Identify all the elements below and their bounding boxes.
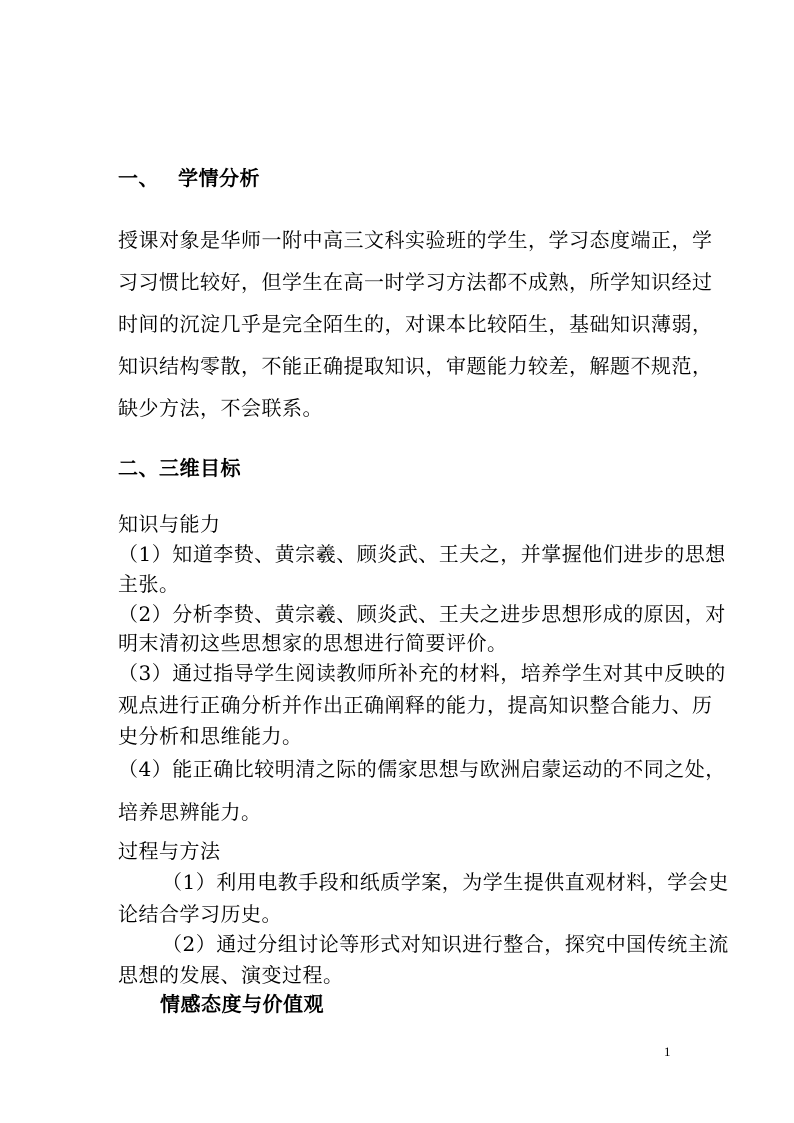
knowledge-line: 培养思辨能力。 <box>118 800 262 824</box>
process-line: 论结合学习历史。 <box>118 902 282 926</box>
knowledge-line: （2）分析李贽、黄宗羲、顾炎武、王夫之进步思想形成的原因，对 <box>118 602 726 626</box>
knowledge-line: 明末清初这些思想家的思想进行简要评价。 <box>118 631 508 655</box>
knowledge-line: （4）能正确比较明清之际的儒家思想与欧洲启蒙运动的不同之处， <box>118 757 726 781</box>
paragraph-line: 授课对象是华师一附中高三文科实验班的学生，学习态度端正，学 <box>118 228 713 252</box>
process-line: （1）利用电教手段和纸质学案，为学生提供直观材料，学会史 <box>162 870 729 894</box>
emotion-subheading: 情感态度与价值观 <box>160 992 324 1016</box>
knowledge-line: 史分析和思维能力。 <box>118 724 303 748</box>
section-1-number: 一、 <box>118 166 159 190</box>
paragraph-line: 缺少方法，不会联系。 <box>118 396 323 420</box>
process-subheading: 过程与方法 <box>118 839 221 863</box>
knowledge-line: 观点进行正确分析并作出正确阐释的能力，提高知识整合能力、历 <box>118 693 713 717</box>
knowledge-line: （3）通过指导学生阅读教师所补充的材料，培养学生对其中反映的 <box>118 661 726 685</box>
knowledge-line: （1）知道李贽、黄宗羲、顾炎武、王夫之，并掌握他们进步的思想 <box>118 542 726 566</box>
section-2-heading: 二、三维目标 <box>118 456 241 480</box>
process-line: 思想的发展、演变过程。 <box>118 963 344 987</box>
paragraph-line: 习习惯比较好，但学生在高一时学习方法都不成熟，所学知识经过 <box>118 270 713 294</box>
knowledge-line: 主张。 <box>118 572 180 596</box>
paragraph-line: 时间的沉淀几乎是完全陌生的，对课本比较陌生，基础知识薄弱， <box>118 312 713 336</box>
process-line: （2）通过分组讨论等形式对知识进行整合，探究中国传统主流 <box>162 932 729 956</box>
paragraph-line: 知识结构零散，不能正确提取知识，审题能力较差，解题不规范， <box>118 354 713 378</box>
section-1-title: 学情分析 <box>178 166 260 190</box>
knowledge-subheading: 知识与能力 <box>118 512 221 536</box>
page-number: 1 <box>664 1044 671 1059</box>
